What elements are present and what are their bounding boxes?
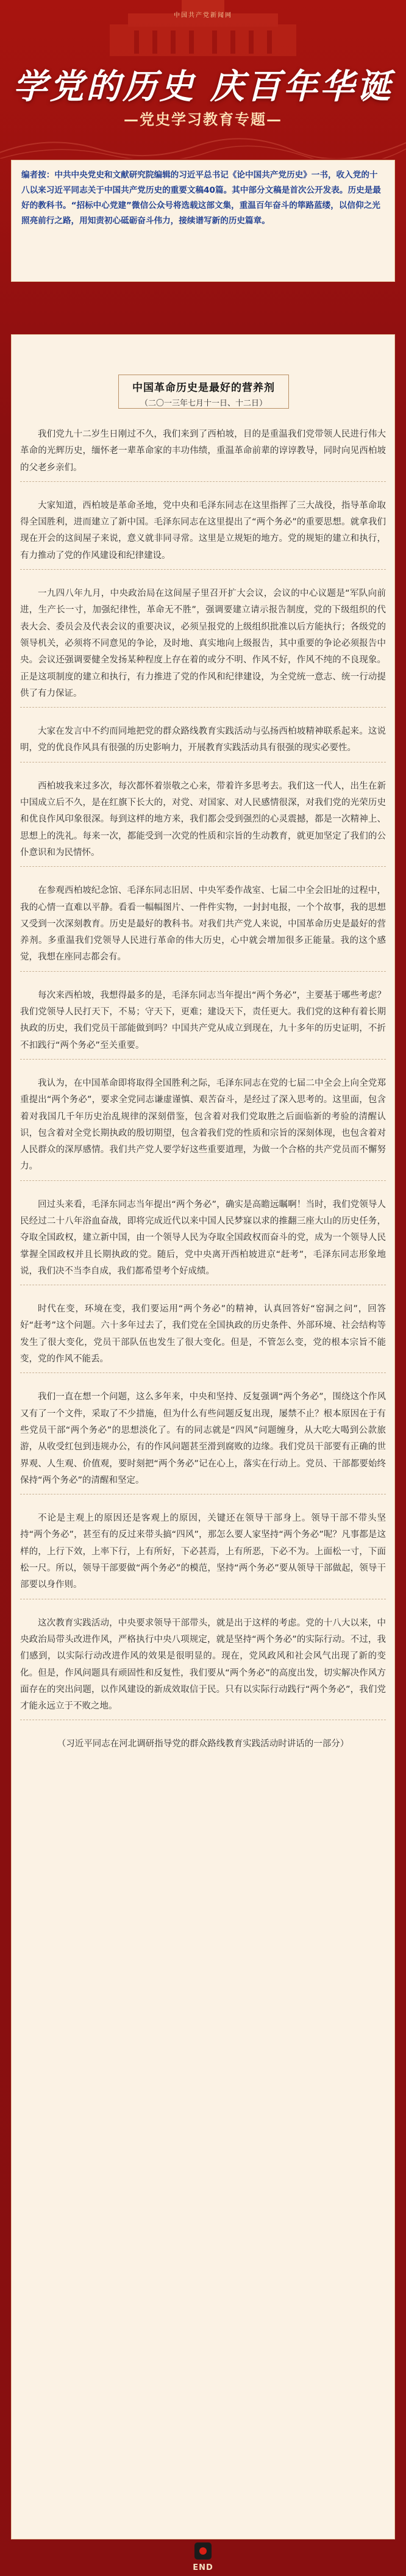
paragraph: 不论是主观上的原因还是客观上的原因，关键还在领导干部身上。领导干部不带头坚持“两个务必”，甚至有的反过来带头搞“四风”，那怎么要人家坚持“两个务必”呢？凡事都是这样的，上行下效，上率下行，上有所好，下必甚焉，上有所恶，下必不为。上面松一寸，下面松一尺。所以，领导干部要做“两个务必”的模范，坚持“两个务必”要从领导干部做起，领导干部要以身作则。 — [20, 1510, 386, 1599]
editor-note-text2: “招标中心党建”微信公众号将选载这部文集，重温百年奋斗的筚路蓝缕，以信仰之光照亮前行之路，用知责初心砥砺奋斗伟力，接续谱写新的历史篇章。 — [21, 201, 380, 226]
article-body — [20, 426, 386, 1753]
article-source: （习近平同志在河北调研指导党的群众路线教育实践活动时讲话的一部分） — [57, 1739, 349, 1749]
editor-note — [11, 160, 395, 282]
paragraph: 我认为，在中国革命即将取得全国胜利之际，毛泽东同志在党的七届二中全会上向全党郑重提出“两个务必”，要求全党同志谦虚谨慎、艰苦奋斗，是经过了深入思考的。这里面，包含着对我国几千年历史治乱规律的深刻借鉴，包含着对我们党取胜之后面临新的考验的清醒认识，包含着对全党长期执政的殷切期望，包含着我们党的性质和宗旨的深刻体现，也包含着对人民群众的深厚感情。我们共产党人要学好这些重要道理，为做一个合格的共产党员而不懈努力。 — [20, 1075, 386, 1181]
editor-note-label: 编者按： — [21, 170, 55, 180]
paragraph: 大家在发言中不约而同地把党的群众路线教育实践活动与弘扬西柏坡精神联系起来。这说明，党的优良作风具有很强的历史影响力，开展教育实践活动具有很强的现实必要性。 — [20, 723, 386, 762]
header-logo-text: 中国共产党新闻网 — [174, 12, 232, 19]
editor-note-label2: 历史是最好的教科书。 — [21, 185, 381, 210]
paragraph: 大家知道，西柏坡是革命圣地，党中央和毛泽东同志在这里指挥了三大战役，指导革命取得全国胜利，进而建立了新中国。毛泽东同志在这里提出了“两个务必”的重要思想。就拿我们现在开会的这间屋子来说，意义就非同寻常。这里是立规矩的地方。党的规矩的建立和执行，有力推动了党的作风建设和纪律建设。 — [20, 498, 386, 570]
subtitle: —党史学习教育专题— — [124, 111, 282, 128]
end-label: END — [193, 2563, 213, 2572]
building-silhouette-icon — [110, 0, 296, 56]
article-date: （二〇一三年七月十一日、十二日） — [140, 399, 267, 408]
end-footer — [0, 2542, 406, 2576]
paragraph: 在参观西柏坡纪念馆、毛泽东同志旧居、中央军委作战室、七届二中全会旧址的过程中，我的心情一直难以平静。看看一幅幅图片、一件件实物，一封封电报，一个个故事，我的思想又受到一次深刻教育。历史是最好的教科书。对我们共产党人来说，中国革命历史是最好的营养剂。多重温我们党领导人民进行革命的伟大历史，心中就会增加很多正能量。我的这个感觉，我想在座同志都会有。 — [20, 883, 386, 971]
article-title: 中国革命历史是最好的营养剂 — [132, 382, 275, 394]
paragraph: 一九四八年九月，中央政治局在这间屋子里召开扩大会议，会议的中心议题是“军队向前进，生产长一寸，加强纪律性，革命无不胜”，强调要建立请示报告制度，党的下级组织的代表大会、委员会及代表会议的重要决议，必须呈报党的上级组织批准以后方能执行；各级党的领导机关，必须将不同意见的争论，及时地、真实地向上级报告，其中重要的争论必须报告中央。会议还强调要健全发扬某种程度上存在着的或分不明、作风不好，作风不纯的不良现象。正是这项制度的建立和执行，有力推进了党的作风和纪律建设，为全党统一意志、统一行动提供了有力保证。 — [20, 586, 386, 708]
header-banner — [0, 0, 406, 159]
article-card — [11, 334, 395, 2539]
paragraph: 回过头来看，毛泽东同志当年提出“两个务必”，确实是高瞻远瞩啊！当时，我们党领导人民经过二十八年浴血奋战，即将完成近代以来中国人民梦寐以求的推翻三座大山的历史任务，夺取全国政权，建立新中国，由一个领导人民为夺取全国政权而奋斗的党，成为一个领导人民掌握全国政权并且长期执政的党。随后，党中央离开西柏坡进京“赶考”，毛泽东同志形象地说，我们决不当李自成，我们都希望考个好成绩。 — [20, 1197, 386, 1285]
end-logo-dot — [199, 2547, 207, 2555]
subtitle-row — [0, 107, 406, 129]
end-logo-icon — [194, 2542, 212, 2560]
wave-decoration-icon — [0, 128, 406, 159]
paragraph: 我们一直在想一个问题，这么多年来，中央和坚持、反复强调“两个务必”，围绕这个作风又有了一个文件，采取了不少措施，但为什么有些问题反复出现，屡禁不止？根本原因在于有些党员干部“两个务必”的思想淡化了。有的同志就是“四风”问题缠身，从大吃大喝到公款旅游，从收受红包到违规办公，有的作风问题甚至滑到腐败的边缘。我们党员干部要有正确的世界观、人生观、价值观，要时刻把“两个务必”记在心上，落实在行动上。党员、干部都要始终保持“两个务必”的清醒和坚定。 — [20, 1389, 386, 1494]
paragraph: 我们党九十二岁生日刚过不久，我们来到了西柏坡，目的是重温我们党带领人民进行伟大革命的光辉历史，缅怀老一辈革命家的丰功伟绩，重温革命前辈的谆谆教导，同时向见西柏坡的父老乡亲们。 — [20, 426, 386, 482]
paragraph: 西柏坡我来过多次，每次都怀着崇敬之心来，带着许多思考去。我们这一代人，出生在新中国成立后不久，是在红旗下长大的，对党、对国家、对人民感情很深，对我们党的光荣历史和优良作风印象很深。每到这样的地方来，我们都会受到强烈的心灵震撼，都是一次精神上、思想上的洗礼。每来一次，都能受到一次党的性质和宗旨的生动教育，就更加坚定了我们的公仆意识和为民情怀。 — [20, 778, 386, 867]
main-title: 学党的历史 庆百年华诞 — [13, 66, 393, 107]
paragraph: 每次来西柏坡，我想得最多的是，毛泽东同志当年提出“两个务必”，主要基于哪些考虑？我们党领导人民打天下，不易；守天下，更难；建设天下，责任更大。我们党的这种有着长期执政的历史，我们党员干部能做到吗？中国共产党从成立到现在，九十多年的历史证明，不折不扣践行“两个务必”至关重要。 — [20, 988, 386, 1060]
editor-note-text1: 中共中央党史和文献研究院编辑的习近平总书记《论中国共产党历史》一书，收入党的十八以来习近平同志关于中国共产党历史的重要文稿40篇。其中部分文稿是首次公开发表。 — [21, 170, 378, 195]
paragraph: 这次教育实践活动，中央要求领导干部带头，就是出于这样的考虑。党的十八大以来，中央政治局带头改进作风，严格执行中央八项规定，就是坚持“两个务必”的实际行动。不过，我们感到，以实际行动改进作风的效果是很明显的。现在，党风政风和社会风气出现了新的变化。但是，作风问题具有顽固性和反复性，我们要从“两个务必”的高度出发，切实解决作风方面存在的突出问题，以作风建设的新成效取信于民。只有以实际行动践行“两个务必”，我们党才能永远立于不败之地。 — [20, 1615, 386, 1721]
article-title-box — [118, 375, 289, 409]
paragraph: 时代在变，环境在变，我们要运用“两个务必”的精神，认真回答好“窑洞之问”，回答好“赶考”这个问题。六十多年过去了，我们党在全国执政的历史条件、外部环境、社会结构等发生了很大变化，党员干部队伍也发生了很大变化。但是，不管怎么变，党的根本宗旨不能变，党的作风不能丢。 — [20, 1301, 386, 1373]
